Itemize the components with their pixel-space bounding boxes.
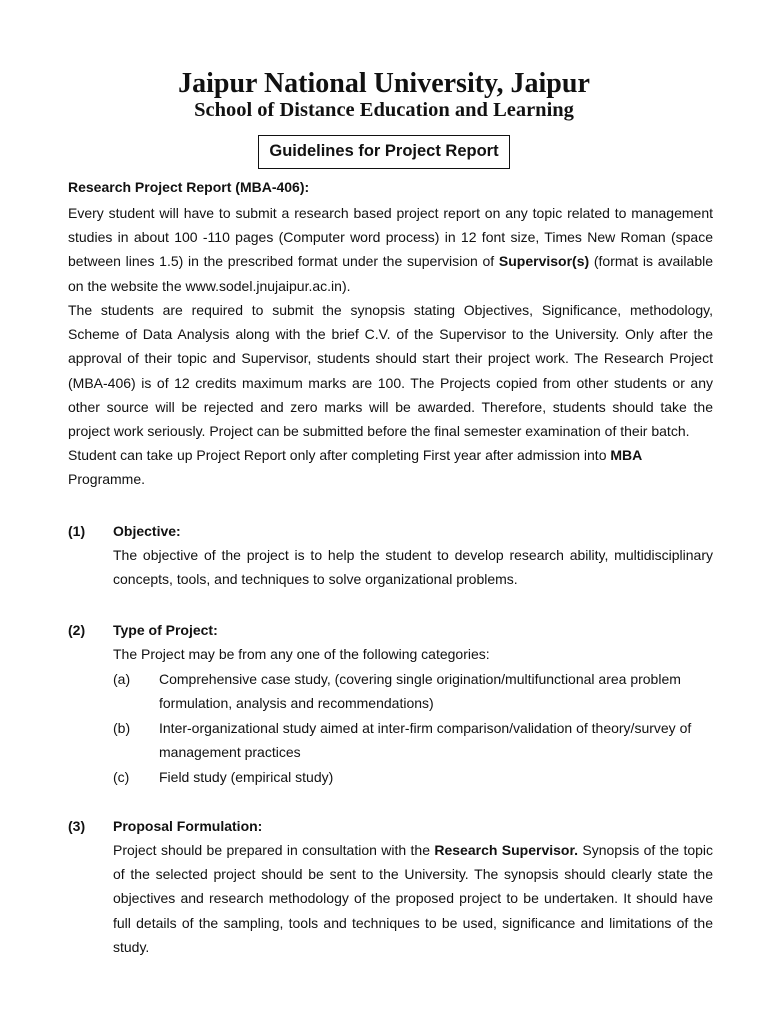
- list-item-c-label: (c): [113, 769, 130, 785]
- section-3-text-b: Synopsis of the topic of the selected project should be sent to the University. The synopsis should clearly state the objectives and research methodology of the proposed project to be undertaken. It should have full details of the sampling, tools and techniques to be used, significance and limitations of the study.: [113, 842, 714, 955]
- intro-p1-text-b: (format is available on the website the www.sodel.jnujaipur.ac.in).: [68, 253, 713, 294]
- intro-p1-text-a: Every student will have to submit a research based project report on any topic related to management studies in about 100 -110 pages (Computer word process) in 12 font size, Times New Roman (space between lines 1.5) in the prescribed format under the supervision of: [68, 205, 713, 270]
- university-title: Jaipur National University, Jaipur: [178, 68, 590, 99]
- section-2-number: (2): [68, 622, 86, 638]
- intro-p1-bold: Supervisor(s): [498, 253, 590, 270]
- section-1-text: The objective of the project is to help the student to develop research ability, multidisciplinary concepts, tools, and techniques to solve organizational problems.: [113, 547, 713, 588]
- section-1-heading: Objective:: [113, 523, 181, 539]
- list-item-a-label: (a): [113, 671, 131, 687]
- intro-p3-bold: MBA: [610, 447, 643, 463]
- intro-p3-text-b: Programme.: [68, 471, 146, 488]
- intro-paragraph-1: [68, 201, 713, 298]
- guidelines-box-wrapper: [0, 135, 768, 169]
- section-2-heading: Type of Project:: [113, 622, 218, 638]
- list-item-c-text: Field study (empirical study): [159, 769, 334, 785]
- school-subtitle: School of Distance Education and Learning: [194, 99, 574, 121]
- guidelines-title-box: Guidelines for Project Report: [258, 135, 509, 169]
- intro-paragraph-2: The students are required to submit the synopsis stating Objectives, Significance, methodology, Scheme of Data Analysis along with the brief C.V. of the Supervisor to the University. Only after the approval of their topic and Supervisor, students should start their project work. The Research Project (MBA-406) is of 12 credits maximum marks are 100. The Projects copied from other students or any other source will be rejected and zero marks will be awarded. Therefore, students should take the project work seriously. Project can be submitted before the final semester examination of their batch.: [68, 302, 713, 440]
- section-3-number: (3): [68, 818, 86, 834]
- list-item-b-text: Inter-organizational study aimed at inter-firm comparison/validation of theory/survey of management practices: [159, 720, 692, 761]
- section-1-number: (1): [68, 523, 86, 539]
- section-3-heading: Proposal Formulation:: [113, 818, 263, 834]
- research-supervisor-bold: Research Supervisor.: [434, 842, 579, 858]
- section-3-text: [113, 838, 713, 959]
- intro-paragraph-3: [68, 443, 668, 491]
- research-project-heading: Research Project Report (MBA-406):: [68, 179, 310, 195]
- list-item-a-text: Comprehensive case study, (covering single origination/multifunctional area problem formulation, analysis and recommendations): [159, 671, 681, 712]
- section-3-text-a: Project should be prepared in consultation with the: [113, 842, 435, 858]
- list-item-b-label: (b): [113, 720, 131, 736]
- intro-p3-text-a: Student can take up Project Report only after completing First year after admission into: [68, 447, 611, 463]
- section-2-text: The Project may be from any one of the following categories:: [113, 646, 490, 662]
